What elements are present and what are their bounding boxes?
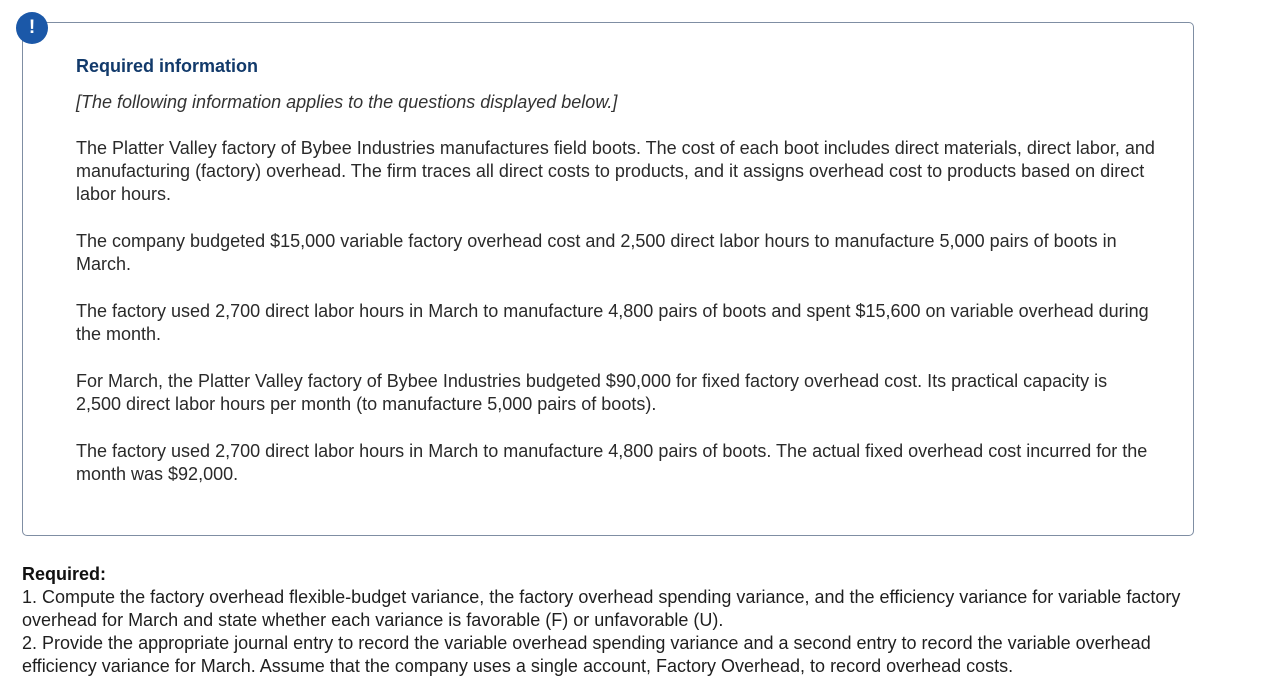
required-heading: Required: xyxy=(22,564,107,584)
required-section xyxy=(22,563,1212,678)
required-item: 1. Compute the factory overhead flexible-budget variance, the factory overhead spending variance, and the efficiency variance for variable factory overhead for March and state whether each variance is favorable (F) or unfavorable (U). xyxy=(22,587,1181,630)
info-paragraph: The Platter Valley factory of Bybee Industries manufactures field boots. The cost of each boot includes direct materials, direct labor, and manufacturing (factory) overhead. The firm traces all direct costs to products, and it assigns overhead cost to products based on direct labor hours. xyxy=(76,138,1155,204)
info-paragraph: The factory used 2,700 direct labor hours in March to manufacture 4,800 pairs of boots and spent $15,600 on variable overhead during the month. xyxy=(76,301,1149,344)
exclamation-icon: ! xyxy=(16,12,48,44)
info-paragraph: For March, the Platter Valley factory of Bybee Industries budgeted $90,000 for fixed factory overhead cost. Its practical capacity is 2,500 direct labor hours per month (to manufacture 5,000 pairs of boots). xyxy=(76,371,1108,414)
info-paragraph: The factory used 2,700 direct labor hours in March to manufacture 4,800 pairs of boots. The actual fixed overhead cost incurred for the month was $92,000. xyxy=(76,441,1148,484)
info-note: [The following information applies to the questions displayed below.] xyxy=(76,92,618,112)
info-paragraph: The company budgeted $15,000 variable factory overhead cost and 2,500 direct labor hours to manufacture 5,000 pairs of boots in March. xyxy=(76,231,1117,274)
required-item: 2. Provide the appropriate journal entry to record the variable overhead spending variance and a second entry to record the variable overhead efficiency variance for March. Assume that the company uses a single account, Factory Overhead, to record overhead costs. xyxy=(22,633,1151,676)
info-title: Required information xyxy=(76,56,259,76)
info-content xyxy=(76,55,1156,486)
required-information-box xyxy=(22,22,1194,536)
